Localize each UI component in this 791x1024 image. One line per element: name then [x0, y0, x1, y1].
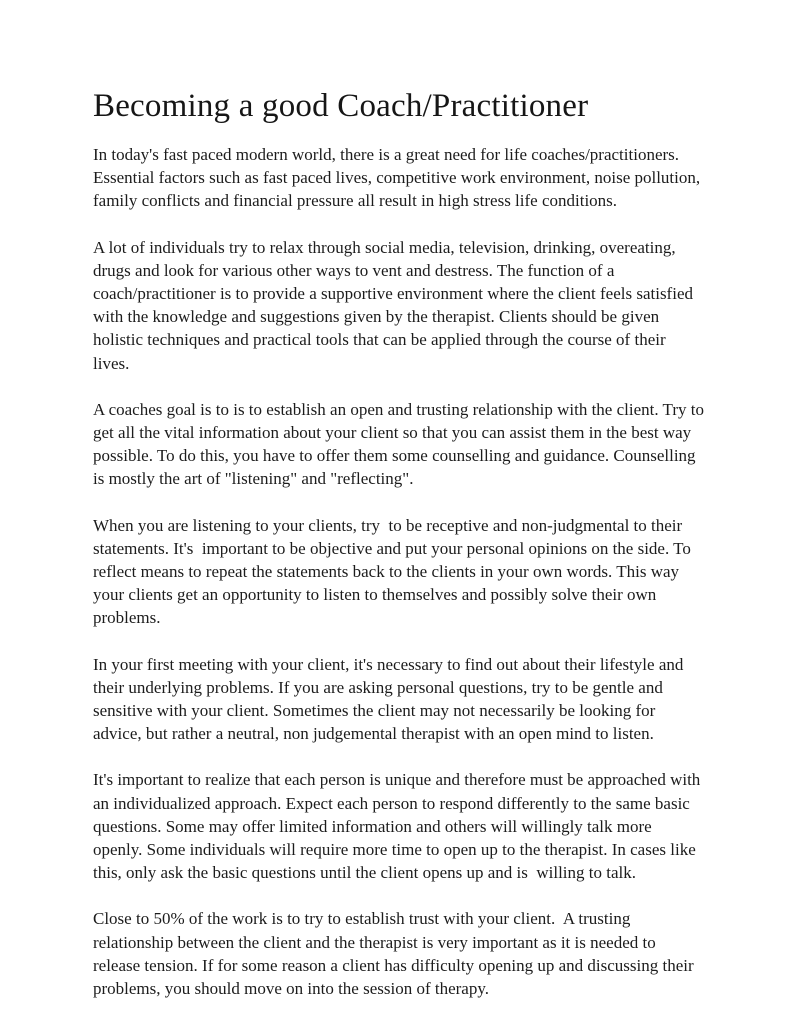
paragraph-intro: In today's fast paced modern world, there is a great need for life coaches/practitioners. Essential factors such as fast paced lives, competitive work environment, noise pollution, family conflicts and financial pressure all result in high stress life conditions. [93, 144, 705, 211]
document-content [93, 88, 709, 1023]
paragraph-listening: When you are listening to your clients, try to be receptive and non-judgmental to their statements. It's important to be objective and put your personal opinions on the side. To reflect means to repeat the statements back to the clients in your own words. This way your clients get an opportunity to listen to themselves and possibly solve their own problems. [93, 515, 696, 628]
document-title: Becoming a good Coach/Practitioner [93, 88, 589, 124]
paragraph-coach-goal: A coaches goal is to is to establish an open and trusting relationship with the client. Try to get all the vital information about your client so that you can assist them in the best way possible. To do this, you have to offer them some counselling and guidance. Counselling is mostly the art of "listening" and "reflecting". [93, 399, 709, 489]
paragraph-relax-methods: A lot of individuals try to relax through social media, television, drinking, overeating, drugs and look for various other ways to vent and destress. The function of a coach/practitioner is to provide a supportive environment where the client feels satisfied with the knowledge and suggestions given by the therapist. Clients should be given holistic techniques and practical tools that can be applied through the course of their lives. [93, 237, 698, 373]
paragraph-first-meeting: In your first meeting with your client, it's necessary to find out about their lifestyle and their underlying problems. If you are asking personal questions, try to be gentle and sensitive with your client. Sometimes the client may not necessarily be looking for advice, but rather a neutral, non judgemental therapist with an open mind to listen. [93, 654, 688, 744]
paragraph-trust: Close to 50% of the work is to try to establish trust with your client. A trusting relationship between the client and the therapist is very important as it is needed to release tension. If for some reason a client has difficulty opening up and discussing their problems, you should move on into the session of therapy. [93, 909, 698, 999]
paragraph-individualized: It's important to realize that each person is unique and therefore must be approached with an individualized approach. Expect each person to respond differently to the same basic questions. Some may offer limited information and others will willingly talk more openly. Some individuals will require more time to open up to the therapist. In cases like this, only ask the basic questions until the client opens up and is willing to talk. [93, 770, 705, 883]
